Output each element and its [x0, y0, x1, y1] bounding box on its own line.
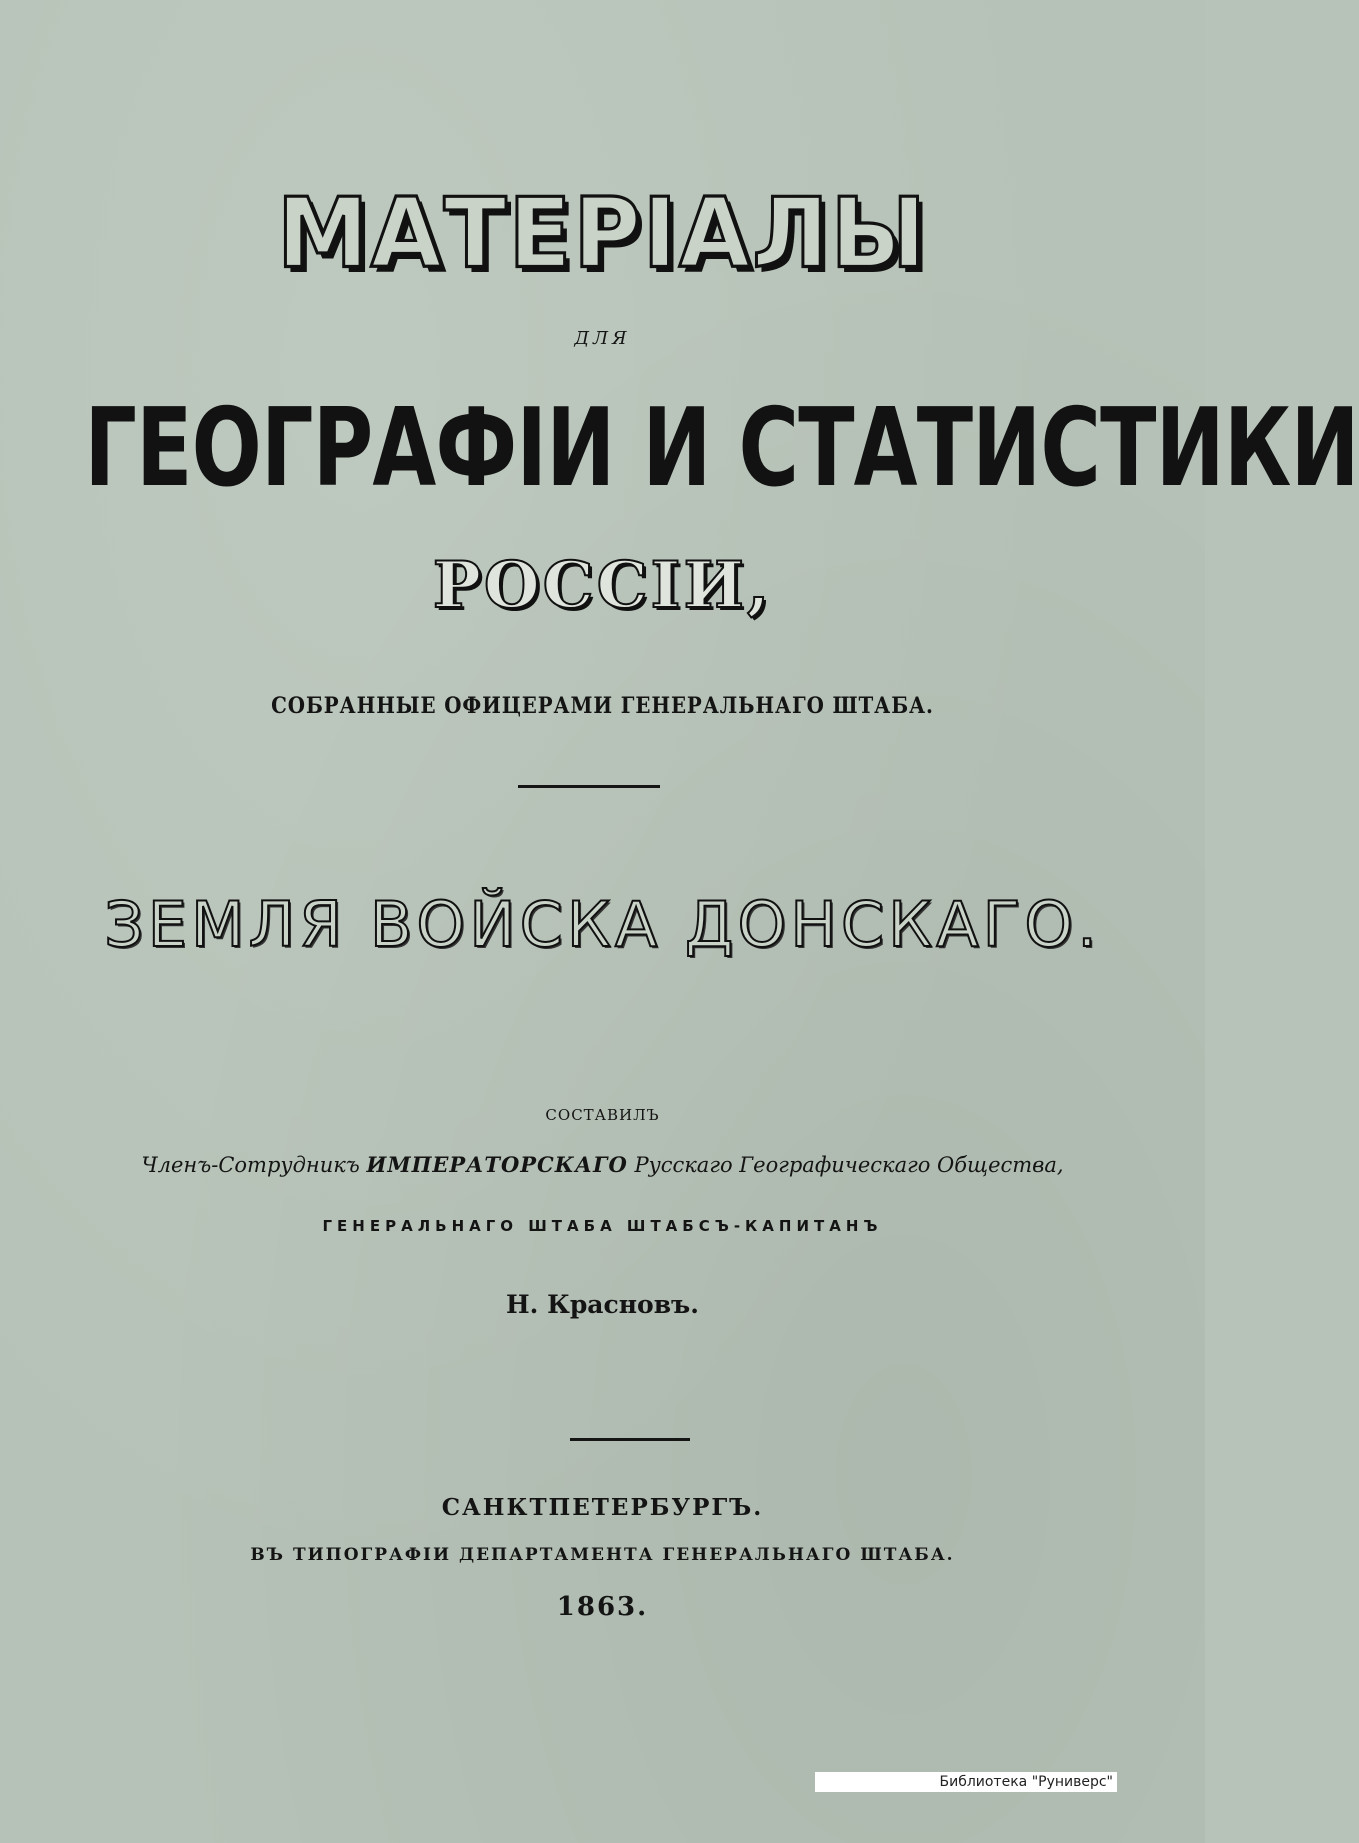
title-connector: ДЛЯ — [574, 328, 631, 349]
library-watermark: Библиотека "Руниверс" — [815, 1772, 1117, 1792]
membership-suffix: Русскаго Географическаго Общества, — [634, 1153, 1064, 1177]
divider-rule-bottom — [570, 1438, 690, 1441]
publication-city: САНКТПЕТЕРБУРГЪ. — [441, 1494, 764, 1521]
author-name: Н. Красновъ. — [506, 1290, 699, 1319]
section-title: ЗЕМЛЯ ВОЙСКА ДОНСКАГО. — [104, 888, 1101, 961]
title-main: МАТЕРІАЛЫ — [277, 177, 928, 290]
compiled-by-label: СОСТАВИЛЪ — [545, 1106, 660, 1124]
publication-year: 1863. — [556, 1592, 649, 1622]
author-rank: ГЕНЕРАЛЬНАГО ШТАБА ШТАБСЪ-КАПИТАНЪ — [322, 1217, 883, 1235]
publisher: ВЪ ТИПОГРАФІИ ДЕПАРТАМЕНТА ГЕНЕРАЛЬНАГО ШТАБА. — [250, 1545, 955, 1565]
author-membership — [0, 1152, 1205, 1177]
title-geography-statistics: ГЕОГРАФІИ И СТАТИСТИКИ — [84, 385, 1359, 511]
divider-rule-top — [518, 785, 660, 788]
membership-emphasis: ИМПЕРАТОРСКАГО — [366, 1152, 628, 1177]
subtitle-collected-by: СОБРАННЫЕ ОФИЦЕРАМИ ГЕНЕРАЛЬНАГО ШТАБА. — [271, 693, 934, 719]
title-russia: РОССІИ, — [432, 548, 773, 623]
membership-prefix: Членъ-Сотрудникъ — [141, 1153, 360, 1177]
